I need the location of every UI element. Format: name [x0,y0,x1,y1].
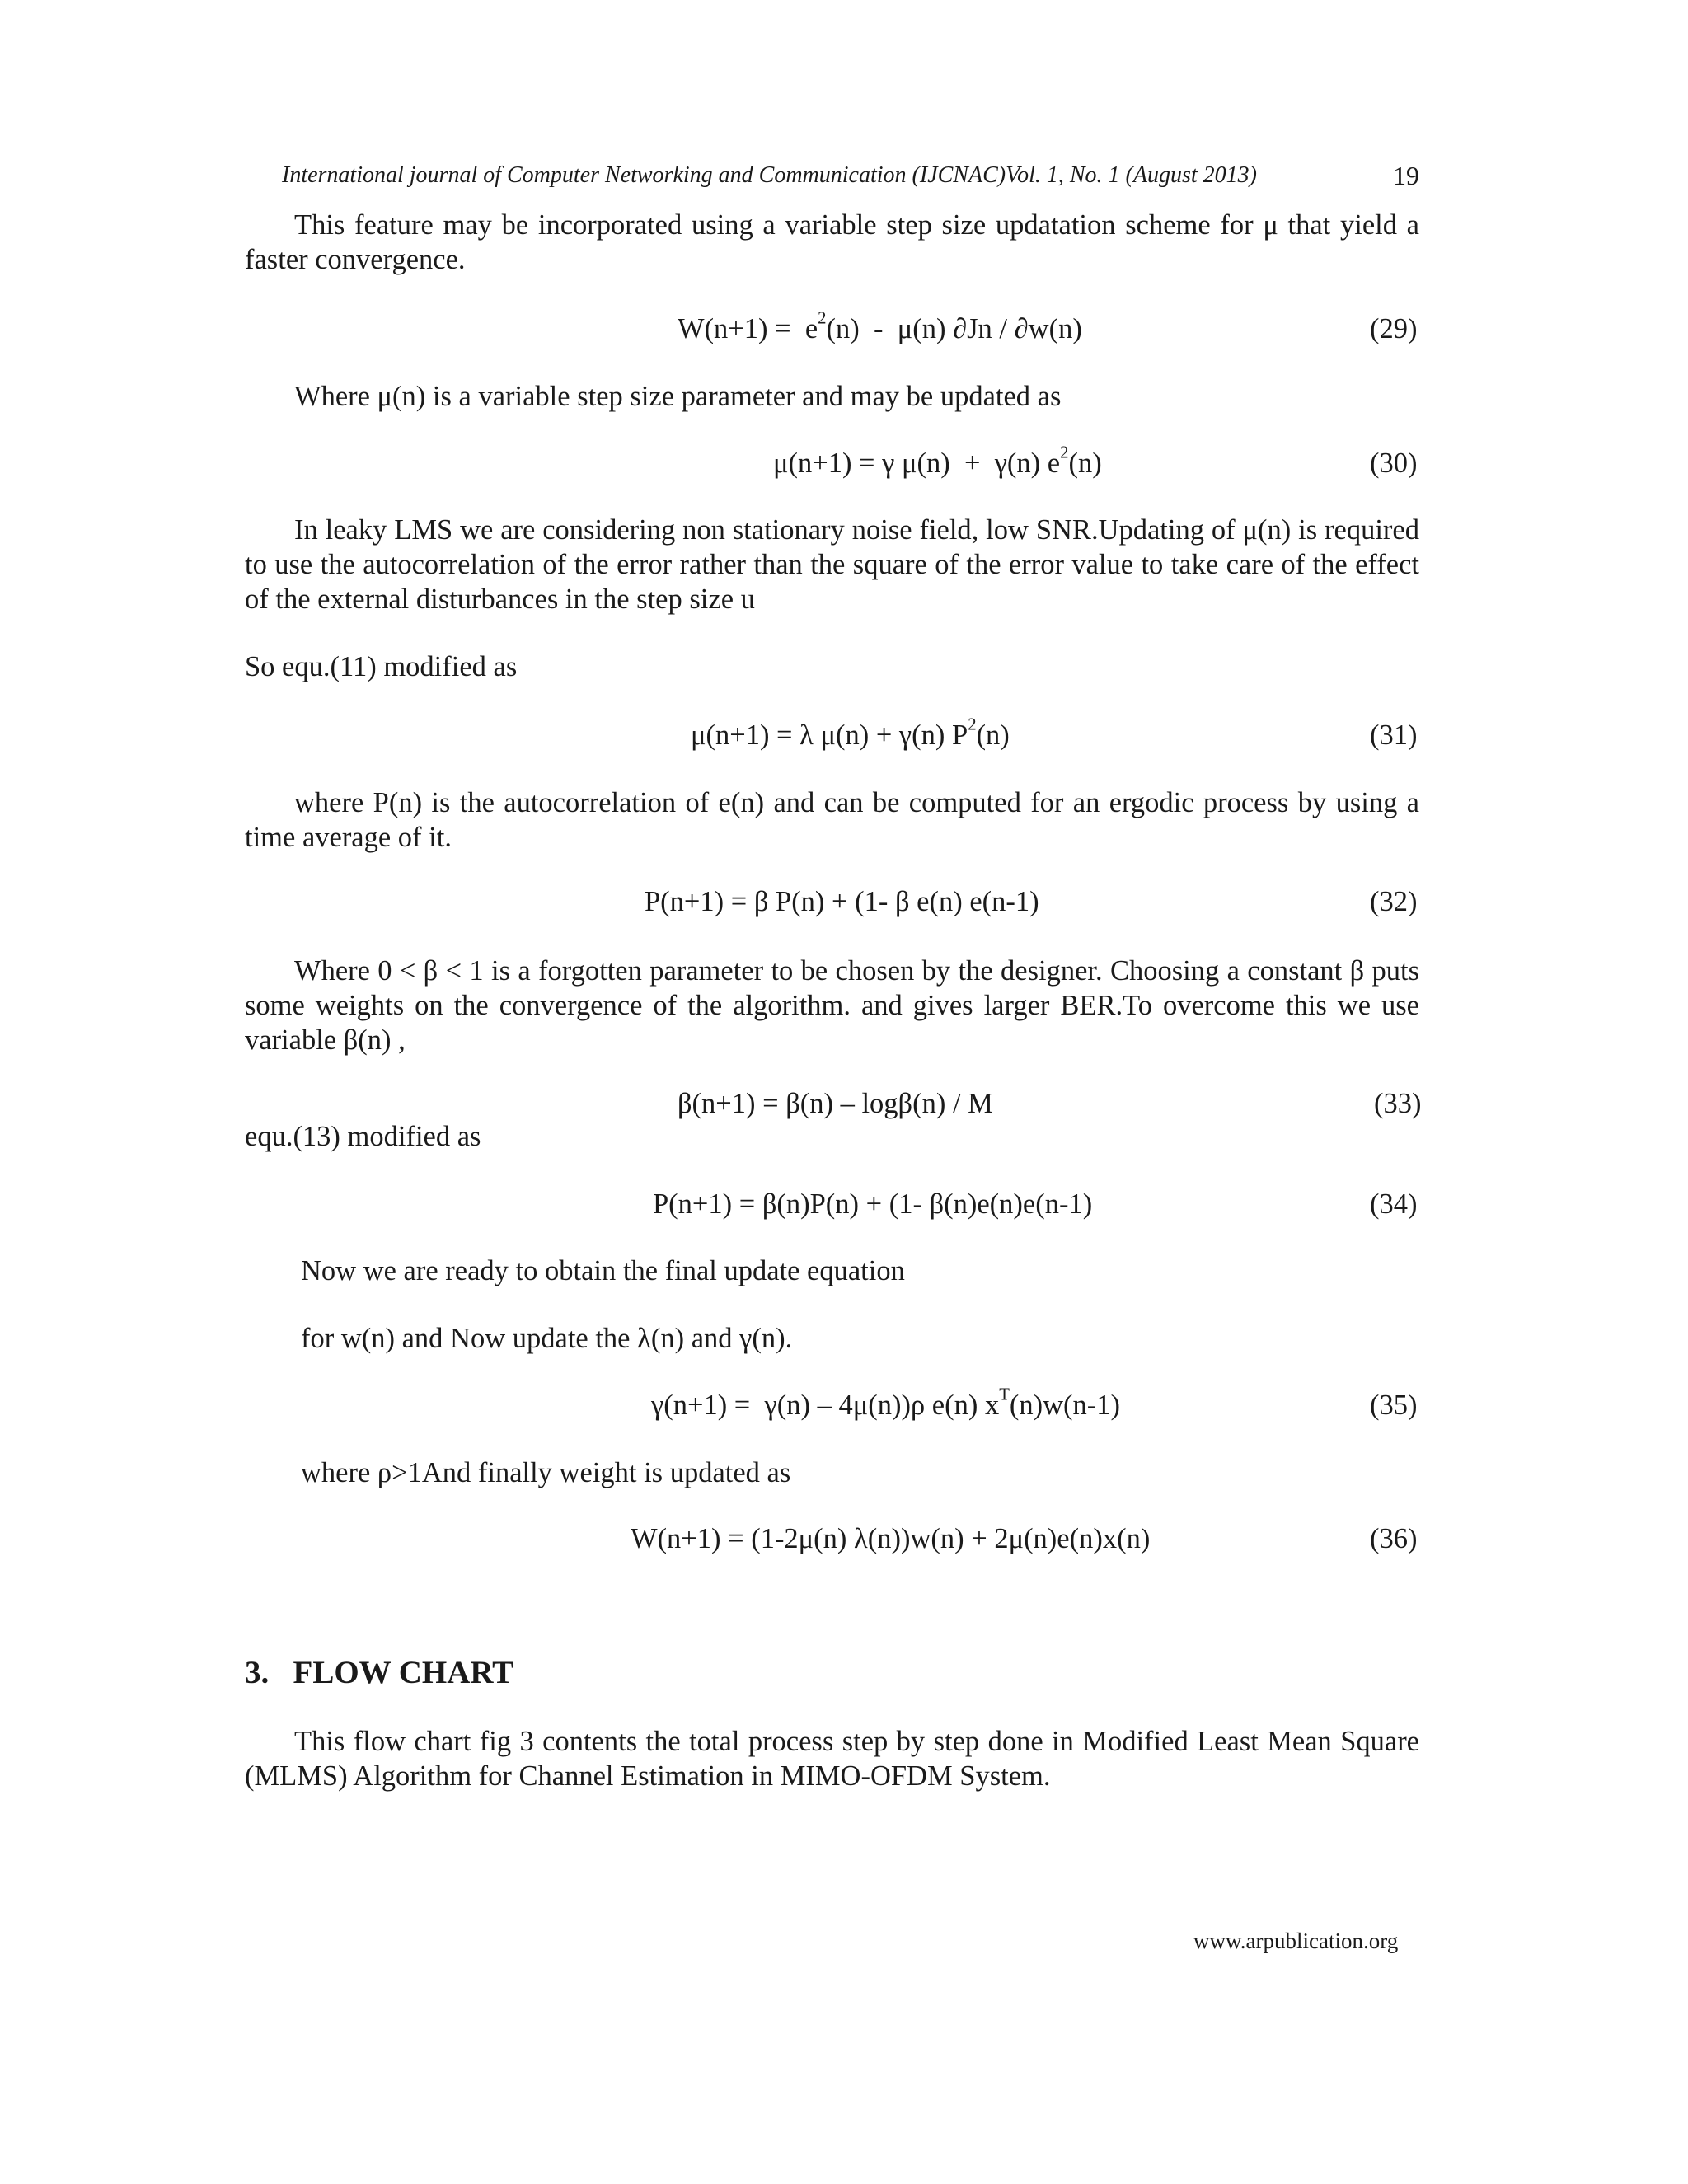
paragraph-weight-update: where ρ>1And finally weight is updated as [301,1457,791,1488]
equation-29-number: (29) [1370,313,1418,344]
paragraph-step-size: Where μ(n) is a variable step size parameter and may be updated as [294,381,1062,412]
section-number: 3. [245,1655,270,1690]
paragraph-final-update: Now we are ready to obtain the final update equation [301,1255,905,1286]
equation-29: $W(n+1) = e^2(n) - \mu(n)$ ∂Jn / ∂w(n) [678,309,1082,344]
page-number: 19 [1393,161,1419,190]
paragraph-variable-step: This feature may be incorporated using a variable step size updatation scheme for μ that yield a faster convergence. [245,209,1419,275]
section-title: FLOW CHART [293,1655,514,1690]
equation-36-number: (36) [1370,1523,1418,1554]
equation-33-number: (33) [1374,1088,1422,1119]
equation-36: W(n+1) = (1-2μ(n) λ(n))w(n) + 2μ(n)e(n)x(n) [631,1523,1151,1554]
equation-35-number: (35) [1370,1390,1418,1421]
paragraph-forgotten-parameter: Where 0 < β < 1 is a forgotten parameter to be chosen by the designer. Choosing a constant β puts some weights on the convergence of the algorithm. and gives larger BER.To overcome this we use variable β(n) , [245,955,1419,1056]
equation-30: μ(n+1) = γ μ(n) + γ(n) $e^2(n)$ [773,443,1102,479]
paragraph-equ-13: equ.(13) modified as [245,1121,481,1152]
paragraph-equ-11: So equ.(11) modified as [245,651,518,682]
equation-32-number: (32) [1370,886,1418,917]
equation-31: μ(n+1) = λ μ(n) + γ(n) $P^2(n)$ [691,715,1010,751]
equation-32: P(n+1) = β P(n) + (1- β e(n) e(n-1) [645,886,1039,917]
equation-33: β(n+1) = β(n) – logβ(n) / M [678,1088,993,1119]
paragraph-autocorrelation: where P(n) is the autocorrelation of e(n) and can be computed for an ergodic process by using a time average of it. [245,787,1419,853]
paragraph-leaky-lms: In leaky LMS we are considering non stationary noise field, low SNR.Updating of μ(n) is required to use the autocorrelation of the error rather than the square of the error value to take care of the effect of the external disturbances in the step size u [245,514,1419,615]
equation-30-number: (30) [1370,448,1418,479]
journal-header: International journal of Computer Networking and Communication (IJCNAC)Vol. 1, No. 1 (August 2013) [282,162,1257,188]
equation-31-number: (31) [1370,719,1418,751]
paragraph-flow-chart: This flow chart fig 3 contents the total process step by step done in Modified Least Mean Square (MLMS) Algorithm for Channel Estimation in MIMO-OFDM System. [245,1726,1419,1792]
equation-34-number: (34) [1370,1188,1418,1220]
paragraph-update-lambda-gamma: for w(n) and Now update the λ(n) and γ(n). [301,1323,793,1354]
footer-url: www.arpublication.org [1193,1929,1399,1953]
section-heading [245,1654,513,1691]
equation-34: P(n+1) = β(n)P(n) + (1- β(n)e(n)e(n-1) [653,1188,1093,1220]
equation-35: γ(n+1) = γ(n) – 4μ(n))ρ e(n) $x^T(n)w(n-1)$ [651,1385,1120,1421]
